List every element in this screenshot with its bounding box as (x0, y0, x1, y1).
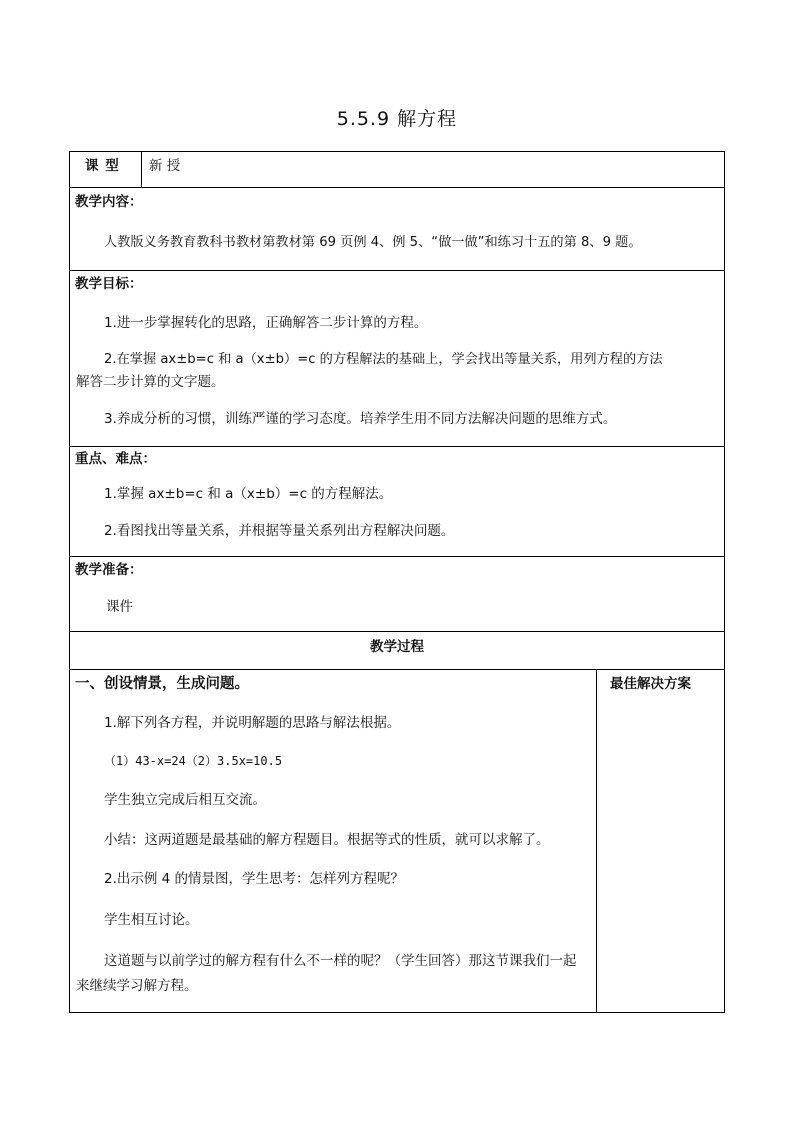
preparation-text: 课件 (106, 599, 133, 615)
process-line: 这道题与以前学过的解方程有什么不一样的呢？（学生回答）那这节课我们一起 (104, 953, 577, 969)
side-column-title: 最佳解决方案 (610, 676, 691, 692)
key-point-item: 2.看图找出等量关系，并根据等量关系列出方程解决问题。 (104, 523, 455, 539)
process-section-title: 一、创设情景，生成问题。 (75, 676, 249, 692)
process-line: 学生相互讨论。 (104, 912, 199, 928)
key-point-item: 1.掌握 ax±b=c 和 a（x±b）=c 的方程解法。 (104, 486, 393, 502)
process-line: （1）43-x=24（2）3.5x=10.5 (104, 754, 283, 768)
key-points-heading: 重点、难点： (75, 451, 156, 467)
row-divider (69, 187, 725, 188)
column-divider (141, 151, 142, 188)
process-line: 小结：这两道题是最基础的解方程题目。根据等式的性质，就可以求解了。 (104, 832, 550, 848)
row-divider (69, 556, 725, 557)
lesson-plan-table (69, 151, 725, 1013)
goal-item: 2.在掌握 ax±b=c 和 a（x±b）=c 的方程解法的基础上，学会找出等量关系，用列方程的方法 (104, 352, 663, 367)
table-border-right (724, 151, 725, 1013)
row-divider (69, 669, 725, 670)
goal-item: 1.进一步掌握转化的思路，正确解答二步计算的方程。 (104, 315, 428, 331)
page-title: 5.5.9 解方程 (336, 108, 458, 130)
row-divider (69, 446, 725, 447)
preparation-heading: 教学准备： (75, 562, 143, 578)
goal-item: 3.养成分析的习惯，训练严谨的学习态度。培养学生用不同方法解决问题的思维方式。 (104, 411, 617, 427)
row-divider (69, 631, 725, 632)
process-line-continued: 来继续学习解方程。 (76, 978, 198, 994)
process-line: 学生独立完成后相互交流。 (104, 792, 266, 808)
column-divider (596, 669, 597, 1013)
table-border-left (69, 151, 70, 1013)
lesson-type-label: 课 型 (85, 158, 120, 174)
table-border-bottom (69, 1012, 725, 1013)
content-heading: 教学内容： (75, 194, 143, 210)
content-text: 人教版义务教育教科书教材第教材第 69 页例 4、例 5、“做一做”和练习十五的第 8、9 题。 (104, 235, 642, 250)
goal-item-continued: 解答二步计算的文字题。 (76, 374, 225, 390)
row-divider (69, 270, 725, 271)
process-line: 1.解下列各方程，并说明解题的思路与解法根据。 (104, 715, 401, 731)
process-heading: 教学过程 (370, 639, 424, 655)
goals-heading: 教学目标： (75, 276, 143, 292)
table-border-top (69, 151, 725, 152)
process-line: 2.出示例 4 的情景图，学生思考：怎样列方程呢？ (104, 871, 405, 887)
lesson-type-value: 新 授 (149, 158, 181, 174)
